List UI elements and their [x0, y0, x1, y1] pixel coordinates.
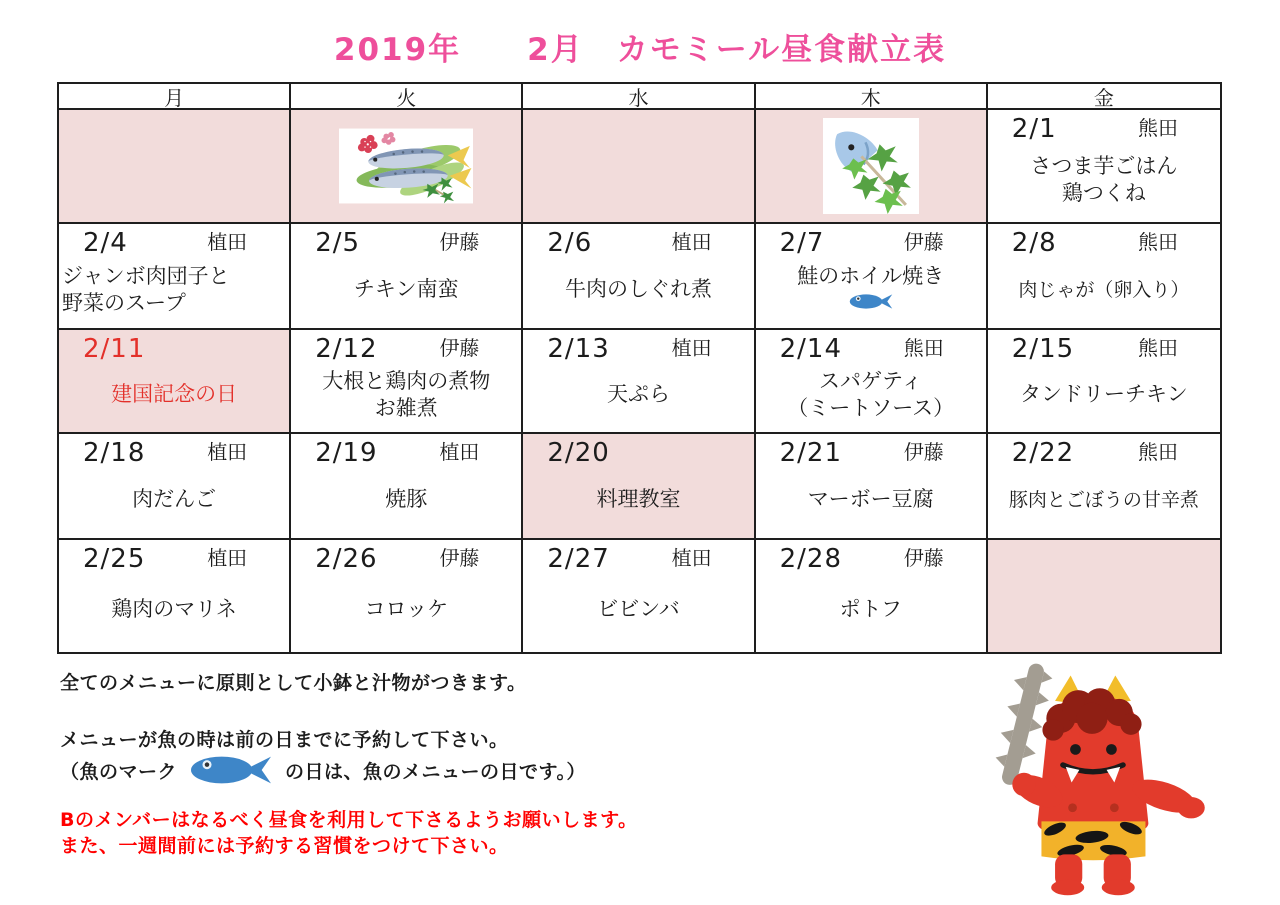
menu-lines: 天ぷら: [606, 382, 670, 407]
teacher-name: 熊田: [903, 336, 944, 360]
calendar-cell-2-8: [988, 224, 1220, 330]
cell-header: [59, 434, 289, 470]
cell-header: [988, 434, 1220, 470]
menu-text: [59, 470, 289, 538]
menu-text: [59, 260, 289, 328]
cell-header: [756, 224, 986, 260]
teacher-name: 伊藤: [903, 546, 944, 570]
date-label: 2/20: [547, 438, 610, 468]
cell-header: [988, 330, 1220, 366]
teacher-name: 熊田: [1137, 116, 1178, 140]
note-side-dishes: 全てのメニューに原則として小鉢と汁物がつきます。: [60, 672, 527, 694]
menu-lines: 焼豚: [385, 487, 428, 512]
calendar-cell-2-12: [291, 330, 523, 434]
warning-line1: Bのメンバーはなるべく昼食を利用して下さるようお願いします。: [60, 809, 638, 831]
teacher-name: 植田: [207, 440, 248, 464]
menu-lines: 鮭のホイル焼き: [797, 263, 944, 318]
cell-header: [291, 434, 521, 470]
date-label: 2/22: [1011, 438, 1075, 468]
fish-icon: [848, 293, 894, 310]
date-label: 2/7: [779, 228, 825, 258]
note-fish-line2-prefix: （魚のマーク: [60, 760, 178, 783]
menu-text: [756, 366, 986, 432]
date-label: 2/15: [1011, 334, 1075, 364]
teacher-name: 伊藤: [903, 440, 944, 464]
calendar-cell: [59, 110, 291, 224]
calendar-cell-2-26: [291, 540, 523, 652]
calendar-table: [57, 82, 1222, 654]
menu-lines: ポトフ: [839, 597, 902, 622]
date-label: 2/25: [83, 544, 146, 574]
cell-header: [523, 224, 753, 260]
fish-icon: [185, 754, 277, 786]
menu-text: [291, 470, 521, 538]
calendar-cell-2-13: [523, 330, 755, 434]
menu-lines: 肉だんご: [132, 487, 217, 512]
teacher-name: 伊藤: [439, 546, 480, 570]
cell-header: [291, 330, 521, 366]
teacher-name: 熊田: [1137, 230, 1178, 254]
menu-text: [291, 260, 521, 328]
calendar-cell-2-28: [756, 540, 988, 652]
menu-lines: 大根と鶏肉の煮物 お雑煮: [322, 368, 491, 420]
date-label: 2/26: [315, 544, 378, 574]
cell-header: [756, 434, 986, 470]
menu-text: [988, 366, 1220, 432]
date-label: 2/5: [315, 228, 361, 258]
note-fish-line2-suffix: の日は、魚のメニューの日です。）: [285, 760, 586, 783]
cell-header: [291, 540, 521, 576]
cell-header: [756, 330, 986, 366]
teacher-name: 伊藤: [903, 230, 944, 254]
teacher-name: 植田: [671, 230, 712, 254]
cell-header: [291, 224, 521, 260]
note-fish-line1: メニューが魚の時は前の日までに予約して下さい。: [60, 729, 509, 751]
red-oni-illustration: [942, 660, 1242, 903]
menu-text: [988, 470, 1220, 538]
notes-section: [60, 668, 780, 859]
setsubun-sardines-illustration: [291, 110, 521, 222]
calendar-header-row: [59, 84, 1220, 110]
menu-text: [59, 576, 289, 652]
menu-text: [988, 146, 1220, 222]
menu-text: [756, 470, 986, 538]
cell-header: [988, 224, 1220, 260]
calendar-cell: [523, 110, 755, 224]
teacher-name: 植田: [671, 546, 712, 570]
menu-text: [523, 576, 753, 652]
calendar-cell-2-4: [59, 224, 291, 330]
date-label: 2/14: [779, 334, 842, 364]
menu-lines: 牛肉のしぐれ煮: [564, 277, 712, 302]
cell-header: [988, 110, 1220, 146]
menu-lines: コロッケ: [364, 597, 449, 622]
calendar-cell-2-1: [988, 110, 1220, 224]
calendar-cell-2-27: [523, 540, 755, 652]
date-label: 2/11: [83, 334, 146, 364]
menu-text: [988, 260, 1220, 328]
page-title: 2019年 2月 カモミール昼食献立表: [333, 32, 947, 68]
teacher-name: 伊藤: [439, 336, 480, 360]
teacher-name: 植田: [671, 336, 712, 360]
menu-lines: 建国記念の日: [111, 382, 238, 407]
teacher-name: 植田: [207, 230, 248, 254]
teacher-name: 熊田: [1137, 336, 1178, 360]
menu-lines: ジャンボ肉団子と 野菜のスープ: [62, 263, 230, 315]
menu-lines: 肉じゃが（卵入り）: [1018, 278, 1190, 301]
menu-text: [756, 576, 986, 652]
menu-text: [523, 470, 753, 538]
calendar-cell-2-11: [59, 330, 291, 434]
calendar-cell-2-15: [988, 330, 1220, 434]
cell-header: [59, 224, 289, 260]
date-label: 2/12: [315, 334, 378, 364]
cell-header: [59, 540, 289, 576]
menu-text: [291, 576, 521, 652]
calendar-cell-2-7: [756, 224, 988, 330]
date-label: 2/19: [315, 438, 378, 468]
date-label: 2/8: [1011, 228, 1057, 258]
menu-lines: 豚肉とごぼうの甘辛煮: [1008, 488, 1199, 511]
menu-text: [523, 366, 753, 432]
calendar-cell: [988, 540, 1220, 652]
calendar-cell-2-25: [59, 540, 291, 652]
date-label: 2/21: [779, 438, 842, 468]
calendar-cell: [291, 110, 523, 224]
day-header-5: 金: [988, 84, 1220, 110]
warning-line2: また、一週間前には予約する習慣をつけて下さい。: [60, 834, 509, 857]
calendar-cell-2-22: [988, 434, 1220, 540]
teacher-name: 植田: [207, 546, 248, 570]
menu-lines: タンドリーチキン: [1019, 382, 1188, 407]
menu-lines: チキン南蛮: [353, 277, 459, 302]
calendar-cell-2-5: [291, 224, 523, 330]
cell-header: [523, 330, 753, 366]
date-label: 2/18: [83, 438, 146, 468]
calendar-cell: [756, 110, 988, 224]
day-header-1: 月: [59, 84, 291, 110]
calendar-cell-2-19: [291, 434, 523, 540]
calendar-week-row: [59, 224, 1220, 330]
menu-text: [59, 366, 289, 432]
calendar-week-row: [59, 110, 1220, 224]
teacher-name: 熊田: [1137, 440, 1178, 464]
calendar-cell-2-6: [523, 224, 755, 330]
date-label: 2/27: [547, 544, 610, 574]
menu-lines: スパゲティ （ミートソース）: [787, 368, 955, 420]
calendar-cell-2-18: [59, 434, 291, 540]
date-label: 2/1: [1011, 114, 1057, 144]
date-label: 2/28: [779, 544, 842, 574]
menu-text: [523, 260, 753, 328]
cell-header: [756, 540, 986, 576]
date-label: 2/4: [83, 228, 128, 258]
calendar-cell-2-21: [756, 434, 988, 540]
note-fish-reservation: [60, 725, 780, 786]
menu-text: [756, 260, 986, 328]
menu-lines: 料理教室: [596, 487, 681, 512]
day-header-3: 水: [523, 84, 755, 110]
cell-header: [523, 540, 753, 576]
menu-lines: 鶏肉のマリネ: [111, 597, 237, 622]
teacher-name: 伊藤: [439, 230, 480, 254]
teacher-name: 植田: [439, 440, 480, 464]
calendar-week-row: [59, 434, 1220, 540]
note-fish-line2: [60, 754, 780, 786]
menu-text: [291, 366, 521, 432]
calendar-cell-2-14: [756, 330, 988, 434]
date-label: 2/6: [547, 228, 593, 258]
cell-header: [59, 330, 289, 366]
day-header-2: 火: [291, 84, 523, 110]
date-label: 2/13: [547, 334, 610, 364]
menu-lines: さつま芋ごはん 鶏つくね: [1030, 153, 1178, 205]
calendar-body: [59, 110, 1220, 652]
day-header-4: 木: [756, 84, 988, 110]
menu-lines: マーボー豆腐: [807, 487, 934, 512]
calendar-cell-2-20: [523, 434, 755, 540]
warning-text: [60, 808, 780, 859]
cell-header: [523, 434, 753, 470]
menu-lines: ビビンバ: [597, 597, 680, 622]
hiiragi-iwashi-illustration: [756, 110, 986, 222]
calendar-week-row: [59, 540, 1220, 652]
calendar-week-row: [59, 330, 1220, 434]
